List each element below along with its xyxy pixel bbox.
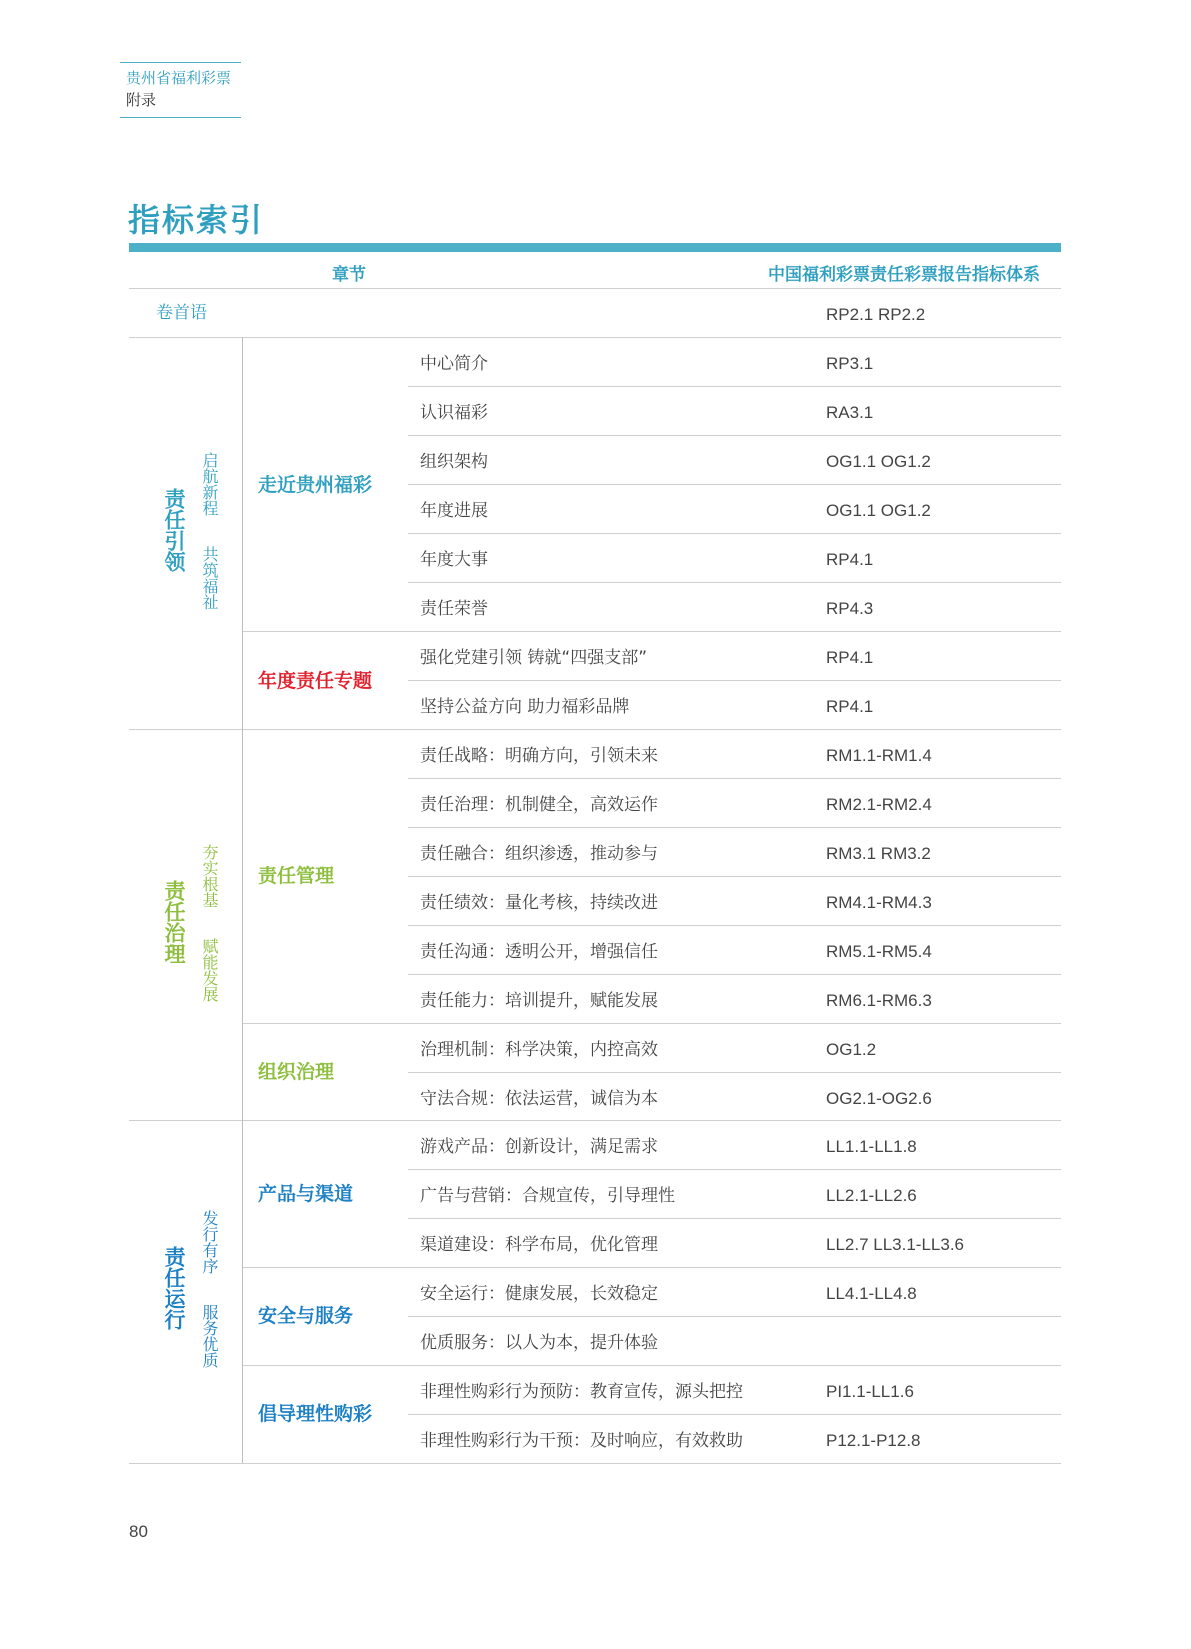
row-topic: 责任融合：组织渗透，推动参与 (420, 844, 658, 864)
row-code: LL2.7 LL3.1-LL3.6 (826, 1235, 965, 1254)
row-divider (408, 533, 1061, 534)
chapter-divider (242, 1267, 1061, 1268)
row-topic: 组织架构 (420, 452, 488, 472)
row-divider (408, 1316, 1061, 1317)
row-topic: 年度大事 (420, 550, 488, 570)
row-divider (408, 680, 1061, 681)
part-sub-label: 共筑福祉 (200, 546, 219, 610)
row-divider (129, 337, 1061, 338)
row-topic: 责任沟通：透明公开，增强信任 (420, 942, 658, 962)
row-divider (408, 582, 1061, 583)
part-sub-label: 赋能发展 (200, 938, 219, 1002)
chapter-divider (242, 1023, 1061, 1024)
row-code: RP4.3 (826, 599, 874, 618)
chapter-label: 走近贵州福彩 (258, 474, 373, 496)
row-code: PI1.1-LL1.6 (826, 1382, 914, 1401)
title-bar (129, 243, 1061, 252)
header-org: 贵州省福利彩票 (126, 69, 232, 87)
row-topic: 守法合规：依法运营，诚信为本 (420, 1089, 658, 1109)
row-divider (408, 1218, 1061, 1219)
part-sub-label: 发行有序 (200, 1210, 219, 1274)
row-code: RM1.1-RM1.4 (826, 746, 932, 765)
row-topic: 非理性购彩行为干预：及时响应，有效救助 (420, 1431, 743, 1451)
row-code: OG1.2 (826, 1040, 877, 1059)
row-code: RP4.1 (826, 648, 874, 667)
part-sub-label: 夯实根基 (200, 844, 219, 908)
row-divider (408, 778, 1061, 779)
running-head (120, 62, 241, 118)
row-topic: 坚持公益方向 助力福彩品牌 (420, 697, 630, 717)
column-header-chapter: 章节 (332, 265, 366, 285)
row-divider (408, 1072, 1061, 1073)
column-header-indicator: 中国福利彩票责任彩票报告指标体系 (768, 265, 1040, 285)
row-code: LL4.1-LL4.8 (826, 1284, 917, 1303)
row-topic: 渠道建设：科学布局，优化管理 (420, 1235, 658, 1255)
row-topic: 优质服务：以人为本，提升体验 (420, 1333, 658, 1353)
row-divider (408, 1414, 1061, 1415)
chapter-label: 安全与服务 (258, 1305, 354, 1327)
row-topic: 责任荣誉 (420, 599, 488, 619)
part-label: 责任运行 (162, 1246, 186, 1330)
row-divider (408, 435, 1061, 436)
row-topic: 年度进展 (420, 501, 488, 521)
preface-label: 卷首语 (156, 303, 207, 323)
header-divider (129, 288, 1061, 289)
row-divider (408, 925, 1061, 926)
row-topic: 责任绩效：量化考核，持续改进 (420, 893, 658, 913)
chapter-label: 责任管理 (258, 865, 335, 887)
chapter-divider (242, 631, 1061, 632)
row-code: RP3.1 (826, 354, 874, 373)
header-section: 附录 (126, 91, 157, 109)
row-code: RM2.1-RM2.4 (826, 795, 932, 814)
row-divider (408, 876, 1061, 877)
row-topic: 游戏产品：创新设计，满足需求 (420, 1137, 658, 1157)
row-topic: 非理性购彩行为预防：教育宣传，源头把控 (420, 1382, 743, 1402)
chapter-divider (242, 1365, 1061, 1366)
row-divider (408, 827, 1061, 828)
part-column-divider (242, 337, 243, 1463)
chapter-label: 年度责任专题 (258, 670, 373, 692)
row-divider (408, 974, 1061, 975)
part-sub-label: 启航新程 (200, 452, 219, 516)
row-topic: 认识福彩 (420, 403, 488, 423)
part-sub-label: 服务优质 (200, 1304, 219, 1368)
chapter-label: 产品与渠道 (258, 1183, 354, 1205)
table-bottom-line (129, 1463, 1061, 1464)
part-label: 责任引领 (162, 488, 186, 572)
row-divider (408, 484, 1061, 485)
row-code: RM5.1-RM5.4 (826, 942, 932, 961)
row-code: LL2.1-LL2.6 (826, 1186, 917, 1205)
row-code: P12.1-P12.8 (826, 1431, 921, 1450)
row-code: RM3.1 RM3.2 (826, 844, 931, 863)
row-code: RP4.1 (826, 550, 874, 569)
row-topic: 治理机制：科学决策，内控高效 (420, 1040, 658, 1060)
preface-code: RP2.1 RP2.2 (826, 305, 926, 324)
row-topic: 责任能力：培训提升，赋能发展 (420, 991, 658, 1011)
row-code: RM6.1-RM6.3 (826, 991, 932, 1010)
page-title: 指标索引 (128, 201, 265, 239)
row-code: RM4.1-RM4.3 (826, 893, 932, 912)
row-code: OG2.1-OG2.6 (826, 1089, 932, 1108)
row-divider (408, 1169, 1061, 1170)
row-code: LL1.1-LL1.8 (826, 1137, 917, 1156)
row-code: RA3.1 (826, 403, 874, 422)
row-topic: 责任治理：机制健全，高效运作 (420, 795, 658, 815)
chapter-label: 倡导理性购彩 (258, 1403, 373, 1425)
row-topic: 强化党建引领 铸就“四强支部” (420, 648, 648, 668)
row-topic: 责任战略：明确方向，引领未来 (420, 746, 658, 766)
row-code: RP4.1 (826, 697, 874, 716)
row-code: OG1.1 OG1.2 (826, 501, 931, 520)
page-number: 80 (129, 1522, 148, 1541)
chapter-label: 组织治理 (258, 1061, 335, 1083)
part-divider (129, 729, 1061, 730)
part-label: 责任治理 (162, 880, 186, 964)
row-topic: 中心简介 (420, 354, 488, 374)
row-code: OG1.1 OG1.2 (826, 452, 931, 471)
row-divider (408, 386, 1061, 387)
part-divider (129, 1120, 1061, 1121)
row-topic: 广告与营销：合规宣传，引导理性 (420, 1186, 675, 1206)
row-topic: 安全运行：健康发展，长效稳定 (420, 1284, 658, 1304)
